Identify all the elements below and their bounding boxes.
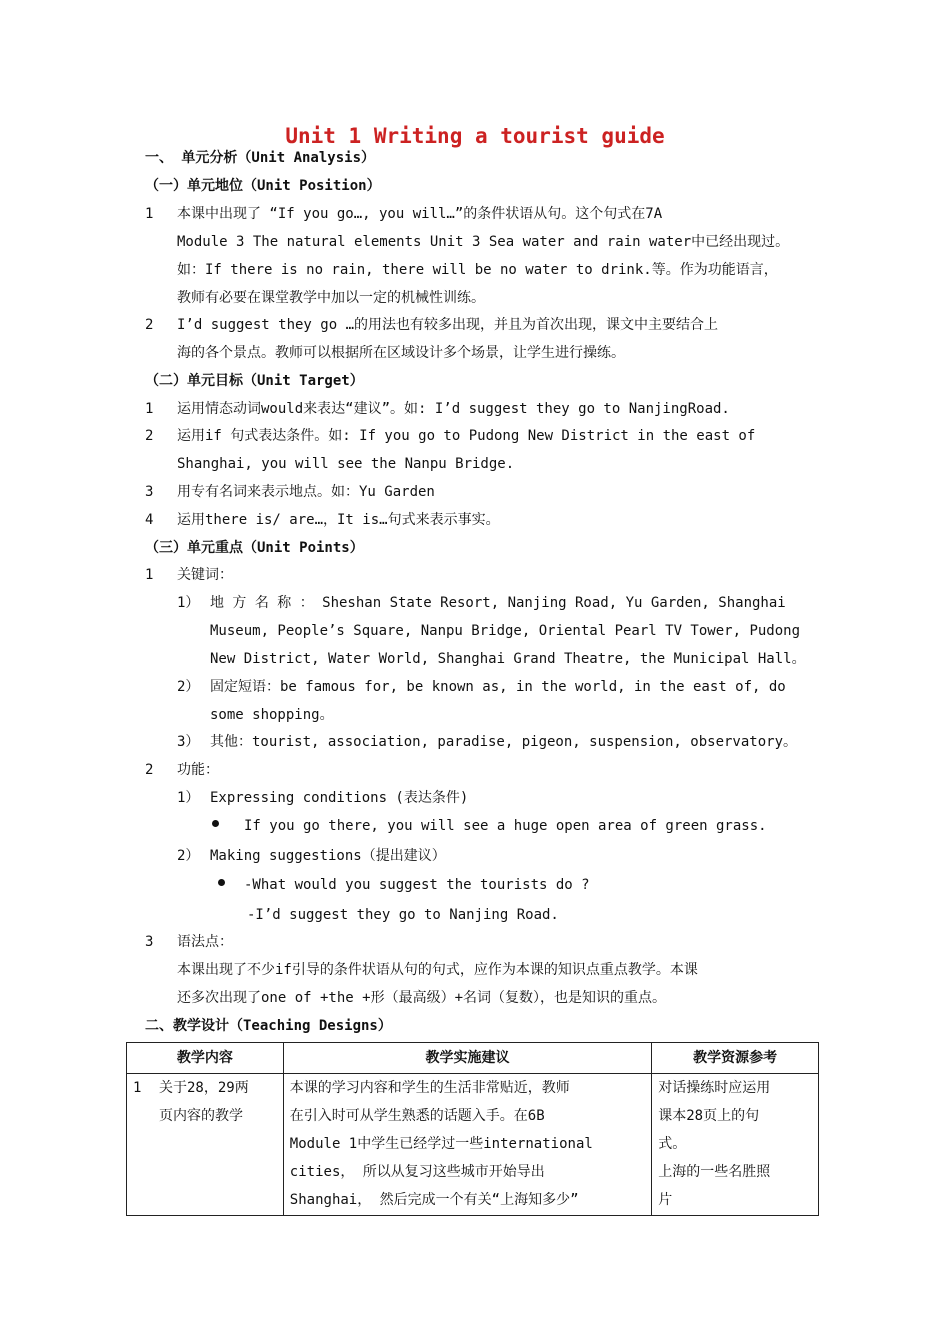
row-number: 1 <box>133 1080 142 1096</box>
sub-number: 1） <box>177 595 200 611</box>
bullet-text: -What would you suggest the tourists do ? <box>244 877 590 893</box>
paragraph-line: some shopping。 <box>210 707 334 723</box>
paragraph-line: 运用there is/ are…，It is…句式来表示事实。 <box>177 512 500 528</box>
bullet-dot <box>218 879 225 886</box>
cell-line: Shanghai， 然后完成一个有关“上海知多少” <box>289 1192 579 1208</box>
cell-line: 片 <box>658 1192 673 1208</box>
paragraph-line: 地 方 名 称 ： Sheshan State Resort, Nanjing Road, Yu Garden, Shanghai <box>210 595 786 611</box>
paragraph-line: I’d suggest they go …的用法也有较多出现，并且为首次出现，课文中主要结合上 <box>177 317 719 333</box>
column-header-content: 教学内容 <box>127 1043 284 1074</box>
paragraph-line: 教师有必要在课堂教学中加以一定的机械性训练。 <box>177 290 485 306</box>
sub-number: 1） <box>177 790 200 806</box>
list-number: 2 <box>145 428 154 444</box>
list-number: 3 <box>145 484 154 500</box>
list-number: 4 <box>145 512 154 528</box>
sub-number: 2） <box>177 848 200 864</box>
paragraph-line: 还多次出现了one of +the +形（最高级）+名词（复数），也是知识的重点。 <box>177 990 667 1006</box>
paragraph-line: New District, Water World, Shanghai Grand Theatre, the Municipal Hall。 <box>210 651 806 667</box>
paragraph-line: 如：If there is no rain, there will be no water to drink.等。作为功能语言， <box>177 262 778 278</box>
section-heading-unit-analysis: 一、 单元分析（Unit Analysis） <box>145 150 376 166</box>
cell-line: cities， 所以从复习这些城市开始导出 <box>289 1164 545 1180</box>
cell-line: 上海的一些名胜照 <box>658 1164 771 1180</box>
cell-line: 关于28，29两 <box>159 1080 249 1096</box>
item-label: 语法点： <box>177 934 233 950</box>
list-number: 3 <box>145 934 154 950</box>
table-cell-resources <box>652 1074 819 1216</box>
bullet-text: If you go there, you will see a huge open area of green grass. <box>244 818 767 834</box>
paragraph-line: 本课中出现了 “If you go…, you will…”的条件状语从句。这个句式在7A <box>177 206 663 222</box>
cell-line: Module 1中学生已经学过一些international <box>289 1136 593 1152</box>
paragraph-line: 固定短语：be famous for, be known as, in the world, in the east of, do <box>210 679 786 695</box>
paragraph-line: 运用if 句式表达条件。如: If you go to Pudong New District in the east of <box>177 428 756 444</box>
bullet-reply: -I’d suggest they go to Nanjing Road. <box>247 907 559 923</box>
paragraph-line: Museum, People’s Square, Nanpu Bridge, Oriental Pearl TV Tower, Pudong <box>210 623 801 639</box>
subheading-unit-position: （一）单元地位（Unit Position） <box>145 178 381 194</box>
cell-line: 式。 <box>658 1136 687 1152</box>
table-header-row <box>127 1043 819 1074</box>
paragraph-line: 运用情态动词would来表达“建议”。如: I’d suggest they go to NanjingRoad. <box>177 401 730 417</box>
paragraph-line: Expressing conditions (表达条件) <box>210 790 469 806</box>
list-number: 2 <box>145 762 154 778</box>
paragraph-line: 海的各个景点。教师可以根据所在区域设计多个场景，让学生进行操练。 <box>177 345 625 361</box>
paragraph-line: 用专有名词来表示地点。如：Yu Garden <box>177 484 435 500</box>
paragraph-line: 本课出现了不少if引导的条件状语从句的句式，应作为本课的知识点重点教学。本课 <box>177 962 698 978</box>
cell-line: 课本28页上的句 <box>658 1108 760 1124</box>
item-label: 功能： <box>177 762 219 778</box>
item-label: 关键词： <box>177 567 233 583</box>
cell-line: 对话操练时应运用 <box>658 1080 771 1096</box>
list-number: 2 <box>145 317 154 333</box>
section-heading-teaching-designs: 二、教学设计（Teaching Designs） <box>145 1018 392 1034</box>
paragraph-line: Making suggestions（提出建议） <box>210 848 446 864</box>
cell-line: 页内容的教学 <box>159 1108 243 1124</box>
bullet-dot <box>212 820 219 827</box>
subheading-unit-points: （三）单元重点（Unit Points） <box>145 540 364 556</box>
teaching-design-table <box>126 1042 819 1216</box>
table-cell-advice <box>283 1074 651 1216</box>
column-header-resources: 教学资源参考 <box>652 1043 819 1074</box>
table-cell-content <box>127 1074 284 1216</box>
paragraph-line: 其他：tourist, association, paradise, pigeon, suspension, observatory。 <box>210 734 798 750</box>
sub-number: 2） <box>177 679 200 695</box>
subheading-unit-target: （二）单元目标（Unit Target） <box>145 373 364 389</box>
paragraph-line: Module 3 The natural elements Unit 3 Sea water and rain water中已经出现过。 <box>177 234 790 250</box>
cell-line: 在引入时可从学生熟悉的话题入手。在6B <box>289 1108 545 1124</box>
list-number: 1 <box>145 567 154 583</box>
cell-line: 本课的学习内容和学生的生活非常贴近，教师 <box>289 1080 570 1096</box>
sub-number: 3） <box>177 734 200 750</box>
column-header-advice: 教学实施建议 <box>283 1043 651 1074</box>
list-number: 1 <box>145 401 154 417</box>
list-number: 1 <box>145 206 154 222</box>
paragraph-line: Shanghai, you will see the Nanpu Bridge. <box>177 456 515 472</box>
table-row <box>127 1074 819 1216</box>
page-title: Unit 1 Writing a tourist guide <box>285 124 665 148</box>
